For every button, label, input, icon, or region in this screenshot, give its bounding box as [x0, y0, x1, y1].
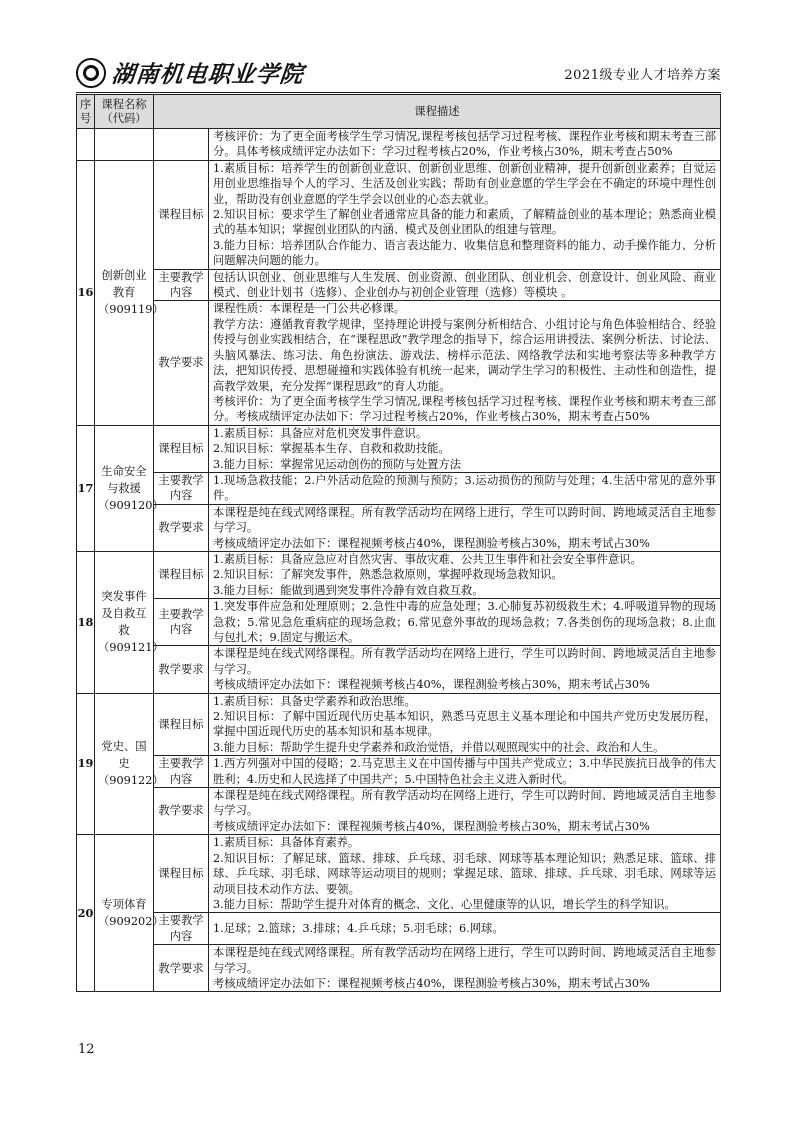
row-label: 教学要求: [154, 646, 209, 693]
desc-line: 2.知识目标：了解足球、篮球、排球、乒乓球、羽毛球、网球等基本理论知识；熟悉足球、篮球、排球、乒乓球、羽毛球、网球等运动项目的规则；掌握足球、篮球、排球、乒乓球、羽毛球、网球等运动项目技术动作方法、要领。: [213, 851, 716, 896]
course-name: 专项体育: [101, 898, 147, 912]
course-code: （909121）: [98, 641, 164, 655]
row-desc: [209, 599, 721, 646]
desc-line: 考核成绩评定办法如下：课程视频考核占40%，课程测验考核占30%，期末考试占30%: [213, 678, 650, 692]
row-desc: [209, 551, 721, 598]
course-row: [77, 472, 721, 504]
course-row: [77, 599, 721, 646]
desc-line: 1.现场急救技能；2.户外活动危险的预测与预防；3.运动损伤的预防与处理；4.生活中常见的意外事件。: [213, 473, 716, 503]
desc-line: 1.突发事件应急和处理原则；2.急性中毒的应急处理；3.心肺复苏初级救生术；4.呼吸道异物的现场急救；5.常见急危重病症的现场急救；6.常见意外事故的现场急救；7.各类创伤的现场急救；8.止血与包扎术；9.固定与搬运术。: [213, 600, 716, 644]
desc-line: 本课程是纯在线式网络课程。所有教学活动均在网络上进行，学生可以跨时间、跨地域灵活自主地参与学习。: [213, 789, 716, 818]
course-name: 突发事件及自救互救: [101, 590, 147, 638]
row-label: 教学要求: [154, 788, 209, 835]
course-row: [77, 756, 721, 788]
continuation-row: [77, 129, 721, 161]
course-row: [77, 693, 721, 756]
course-row: [77, 835, 721, 913]
row-desc: [209, 788, 721, 835]
course-row: [77, 788, 721, 835]
course-code: （909122）: [98, 774, 164, 788]
desc-line: 2.知识目标：了解中国近现代历史基本知识，熟悉马克思主义基本理论和中国共产党历史发展历程，掌握中国近现代历史的基本知识和基本规律。: [213, 710, 716, 739]
course-name: 创新创业教育: [101, 269, 147, 300]
school-seal-icon: [76, 58, 106, 88]
desc-line: 本课程是纯在线式网络课程。所有教学活动均在网络上进行，学生可以跨时间、跨地域灵活自主地参与学习。: [213, 505, 716, 535]
desc-line: 考核成绩评定办法如下：课程视频考核占40%，课程测验考核占30%，期末考试占30%: [213, 536, 650, 550]
desc-line: 本课程是纯在线式网络课程。所有教学活动均在网络上进行，学生可以跨时间、跨地域灵活自主地参与学习。: [213, 946, 716, 975]
row-label: 教学要求: [154, 504, 209, 551]
course-name-cell: [95, 835, 164, 992]
desc-line: 3.能力目标：帮助学生提升对体育的概念、文化、心里健康等的认识，增长学生的科学知识。: [213, 897, 676, 911]
row-desc: [209, 913, 721, 945]
page-header: [76, 52, 721, 93]
row-label: 主要教学内容: [154, 269, 209, 301]
course-name-cell: [95, 425, 164, 551]
course-name: 生命安全与救援: [101, 464, 147, 495]
course-index: 17: [77, 425, 95, 551]
document-title: 2021级专业人才培养方案: [564, 68, 721, 83]
desc-line: 1.素质目标：具备史学素养和政治思维。: [213, 694, 416, 708]
desc-line: 教学方法：遵循教育教学规律，坚持理论讲授与案例分析相结合、小组讨论与角色体验相结合、经验传授与创业实践相结合，在“课程思政”教学理念的指导下，综合运用讲授法、案例分析法、讨论法、头脑风暴法、练习法、角色扮演法、游戏法、榜样示范法、网络教学法和实地考察法等多种教学方法，把知识传授、思想碰撞和实践体验有机统一起来，调动学生学习的积极性、主动性和创造性，提高教学效果，充分发挥“课程思政”的育人功能。: [213, 317, 716, 393]
school-name: 湖南机电职业学院: [110, 61, 306, 88]
course-index: 20: [77, 835, 95, 992]
course-row: [77, 425, 721, 472]
continuation-desc: [209, 129, 721, 161]
desc-line: 3.能力目标：掌握常见运动创伤的预防与处置方法: [213, 457, 462, 471]
desc-line: 2.知识目标：掌握基本生存、自救和救助技能。: [213, 442, 450, 456]
desc-line: 1.西方列强对中国的侵略；2.马克思主义在中国传播与中国共产党成立；3.中华民族抗日战争的伟大胜利；4.历史和人民选择了中国共产；5.中国特色社会主义进入新时代。: [213, 757, 716, 786]
course-index: 19: [77, 693, 95, 835]
row-label: 主要教学内容: [154, 472, 209, 504]
course-table: [76, 94, 721, 992]
row-desc: [209, 425, 721, 472]
row-label: 主要教学内容: [154, 599, 209, 646]
row-label: 教学要求: [154, 301, 209, 425]
header-name: 课程名称（代码）: [95, 95, 154, 129]
row-label: 课程目标: [154, 160, 209, 269]
course-row: [77, 160, 721, 269]
desc-line: 2.知识目标：了解突发事件，熟悉急救原则，掌握呼救现场急救知识。: [213, 568, 563, 582]
desc-line: 1.足球；2.篮球；3.排球；4.乒乓球；5.羽毛球；6.网球。: [213, 922, 504, 936]
course-code: （909202）: [98, 915, 164, 929]
desc-line: 考核评价：为了更全面考核学生学习情况,课程考核包括学习过程考核、课程作业考核和期末考查三部分。具体考核成绩评定办法如下：学习过程考核占20%，作业考核占30%，期末考查占50%: [213, 130, 716, 159]
course-code: （909119）: [98, 303, 164, 317]
row-desc: [209, 835, 721, 913]
row-desc: [209, 504, 721, 551]
course-row: [77, 646, 721, 693]
row-desc: [209, 269, 721, 301]
row-label: 课程目标: [154, 551, 209, 598]
course-row: [77, 945, 721, 992]
row-label: 主要教学内容: [154, 756, 209, 788]
course-name-cell: [95, 693, 164, 835]
row-label: 教学要求: [154, 945, 209, 992]
course-name: 党史、国史: [101, 740, 147, 771]
school-logo: [76, 56, 304, 89]
desc-line: 1.素质目标：具备应对危机突发事件意识。: [213, 426, 428, 440]
course-row: [77, 504, 721, 551]
row-desc: [209, 301, 721, 425]
desc-line: 2.知识目标：要求学生了解创业者通常应具备的能力和素质，了解精益创业的基本理论；熟悉商业模式的基本知识；掌握创业团队的内涵、模式及创业团队的组建与管理。: [213, 208, 716, 237]
row-desc: [209, 160, 721, 269]
row-label: 主要教学内容: [154, 913, 209, 945]
row-desc: [209, 945, 721, 992]
desc-line: 本课程是纯在线式网络课程。所有教学活动均在网络上进行，学生可以跨时间、跨地域灵活自主地参与学习。: [213, 647, 716, 676]
row-desc: [209, 646, 721, 693]
header-desc: 课程描述: [154, 95, 721, 129]
course-index: 18: [77, 551, 95, 693]
course-name-cell: [95, 551, 164, 693]
row-label: 课程目标: [154, 425, 209, 472]
continuation-name-cell: [95, 129, 154, 161]
desc-line: 考核成绩评定办法如下：课程视频考核占40%，课程测验考核占30%，期末考试占30%: [213, 819, 650, 833]
desc-line: 课程性质：本课程是一门公共必修课。: [213, 302, 406, 316]
row-desc: [209, 756, 721, 788]
course-row: [77, 913, 721, 945]
course-row: [77, 301, 721, 425]
row-label: 课程目标: [154, 693, 209, 756]
header-index: 序号: [77, 95, 95, 129]
desc-line: 3.能力目标：能做到遇到突发事件冷静有效自救互救。: [213, 583, 484, 597]
desc-line: 1.素质目标：培养学生的创新创业意识、创新创业思维、创新创业精神，提升创新创业素养；自觉运用创业思维指导个人的学习、生活及创业实践；帮助有创业意愿的学生学会在不确定的环境中理性创业，帮助没有创业意愿的学生学会以创业的心态去就业。: [213, 161, 716, 206]
row-desc: [209, 693, 721, 756]
row-desc: [209, 472, 721, 504]
desc-line: 包括认识创业、创业思维与人生发展、创业资源、创业团队、创业机会、创意设计、创业风险、商业模式、创业计划书（选修）、企业创办与初创企业管理（选修）等模块 。: [213, 270, 716, 300]
desc-line: 1.素质目标：具备体育素养。: [213, 836, 360, 850]
row-label: 课程目标: [154, 835, 209, 913]
course-row: [77, 269, 721, 301]
course-index: 16: [77, 160, 95, 425]
table-header-row: [77, 95, 721, 129]
course-row: [77, 551, 721, 598]
desc-line: 考核评价：为了更全面考核学生学习情况,课程考核包括学习过程考核、课程作业考核和期末考查三部分。考核成绩评定办法如下：学习过程考核占20%，作业考核占30%，期末考查占50%: [213, 394, 716, 424]
desc-line: 3.能力目标：培养团队合作能力、语言表达能力、收集信息和整理资料的能力、动手操作能力、分析问题解决问题的能力。: [213, 238, 716, 268]
page-number: 12: [78, 1042, 95, 1057]
desc-line: 考核成绩评定办法如下：课程视频考核占40%，课程测验考核占30%，期末考试占30%: [213, 976, 650, 990]
continuation-label-cell: [154, 129, 209, 161]
desc-line: 1.素质目标：具备应急应对自然灾害、事故灾难、公共卫生事件和社会安全事件意识。: [213, 552, 642, 566]
course-name-cell: [95, 160, 164, 425]
course-code: （909120）: [98, 498, 164, 512]
desc-line: 3.能力目标：帮助学生提升史学素养和政治觉悟，并借以观照现实中的社会、政治和人生。: [213, 740, 665, 754]
continuation-index-cell: [77, 129, 95, 161]
